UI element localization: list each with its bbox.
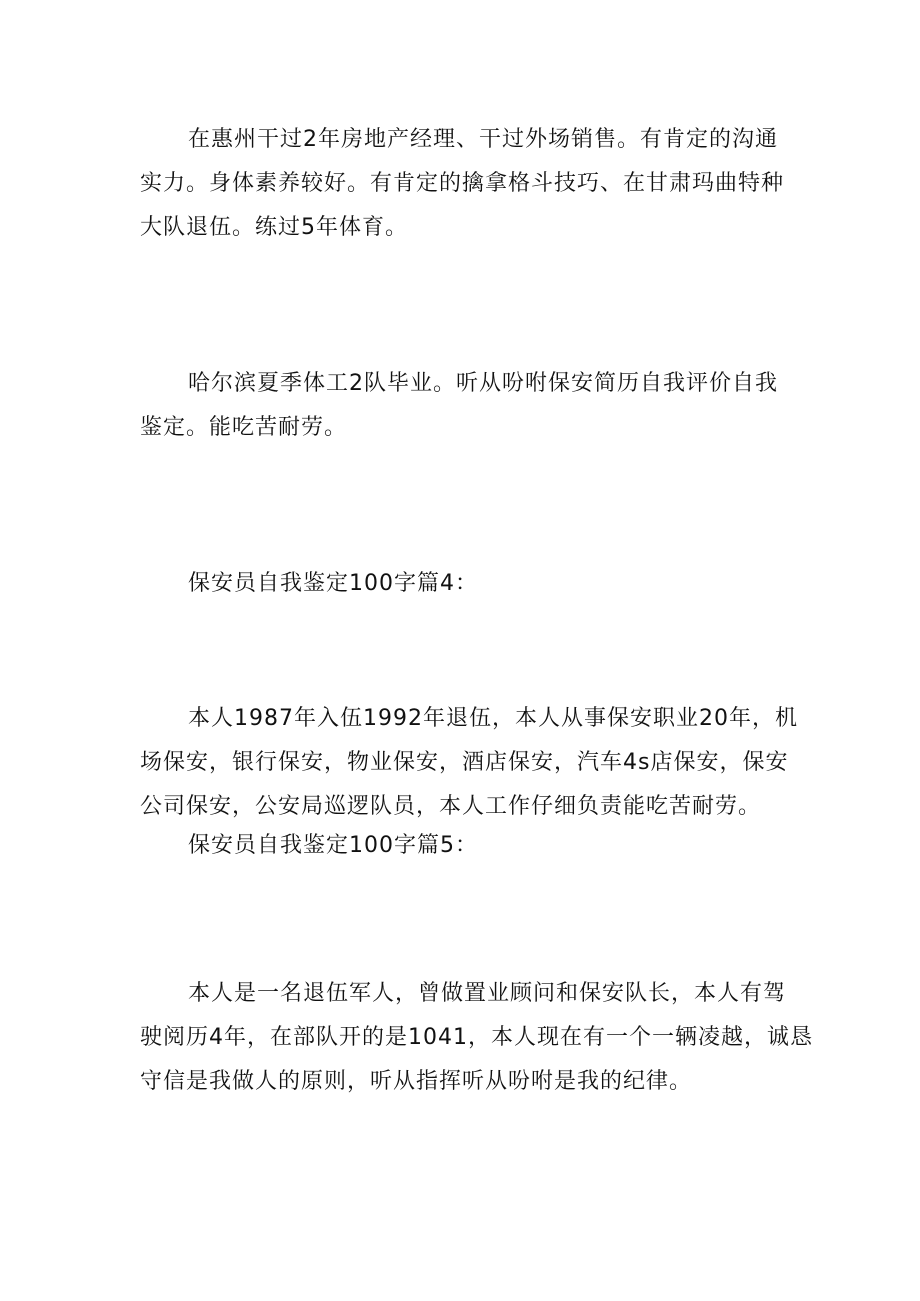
paragraph-security-career <box>140 697 798 829</box>
text-line: 大队退伍。练过5年体育。 <box>140 215 408 240</box>
paragraph-work-experience <box>140 118 785 250</box>
text-line: 在惠州干过2年房地产经理、干过外场销售。有肯定的沟通 <box>188 127 778 152</box>
text-line: 驶阅历4年，在部队开的是1041，本人现在有一个一辆凌越，诚恳 <box>140 1025 813 1050</box>
section-heading-4 <box>140 562 782 606</box>
text-line: 实力。身体素养较好。有肯定的擒拿格斗技巧、在甘肃玛曲特种 <box>140 171 785 196</box>
section-heading-5 <box>140 824 782 868</box>
text-line: 鉴定。能吃苦耐劳。 <box>140 415 348 440</box>
paragraph-veteran <box>140 972 813 1104</box>
text-line: 本人是一名退伍军人，曾做置业顾问和保安队长，本人有驾 <box>188 981 787 1006</box>
paragraph-sports-team <box>140 362 782 450</box>
text-line: 哈尔滨夏季体工2队毕业。听从吩咐保安简历自我评价自我 <box>188 371 778 396</box>
heading-text: 保安员自我鉴定100字篇5： <box>188 833 478 858</box>
text-line: 场保安，银行保安，物业保安，酒店保安，汽车4s店保安，保安 <box>140 750 789 775</box>
heading-text: 保安员自我鉴定100字篇4： <box>188 571 478 596</box>
text-line: 守信是我做人的原则，听从指挥听从吩咐是我的纪律。 <box>140 1069 693 1094</box>
text-line: 本人1987年入伍1992年退伍，本人从事保安职业20年，机 <box>188 706 798 731</box>
text-line: 公司保安，公安局巡逻队员，本人工作仔细负责能吃苦耐劳。 <box>140 794 762 819</box>
